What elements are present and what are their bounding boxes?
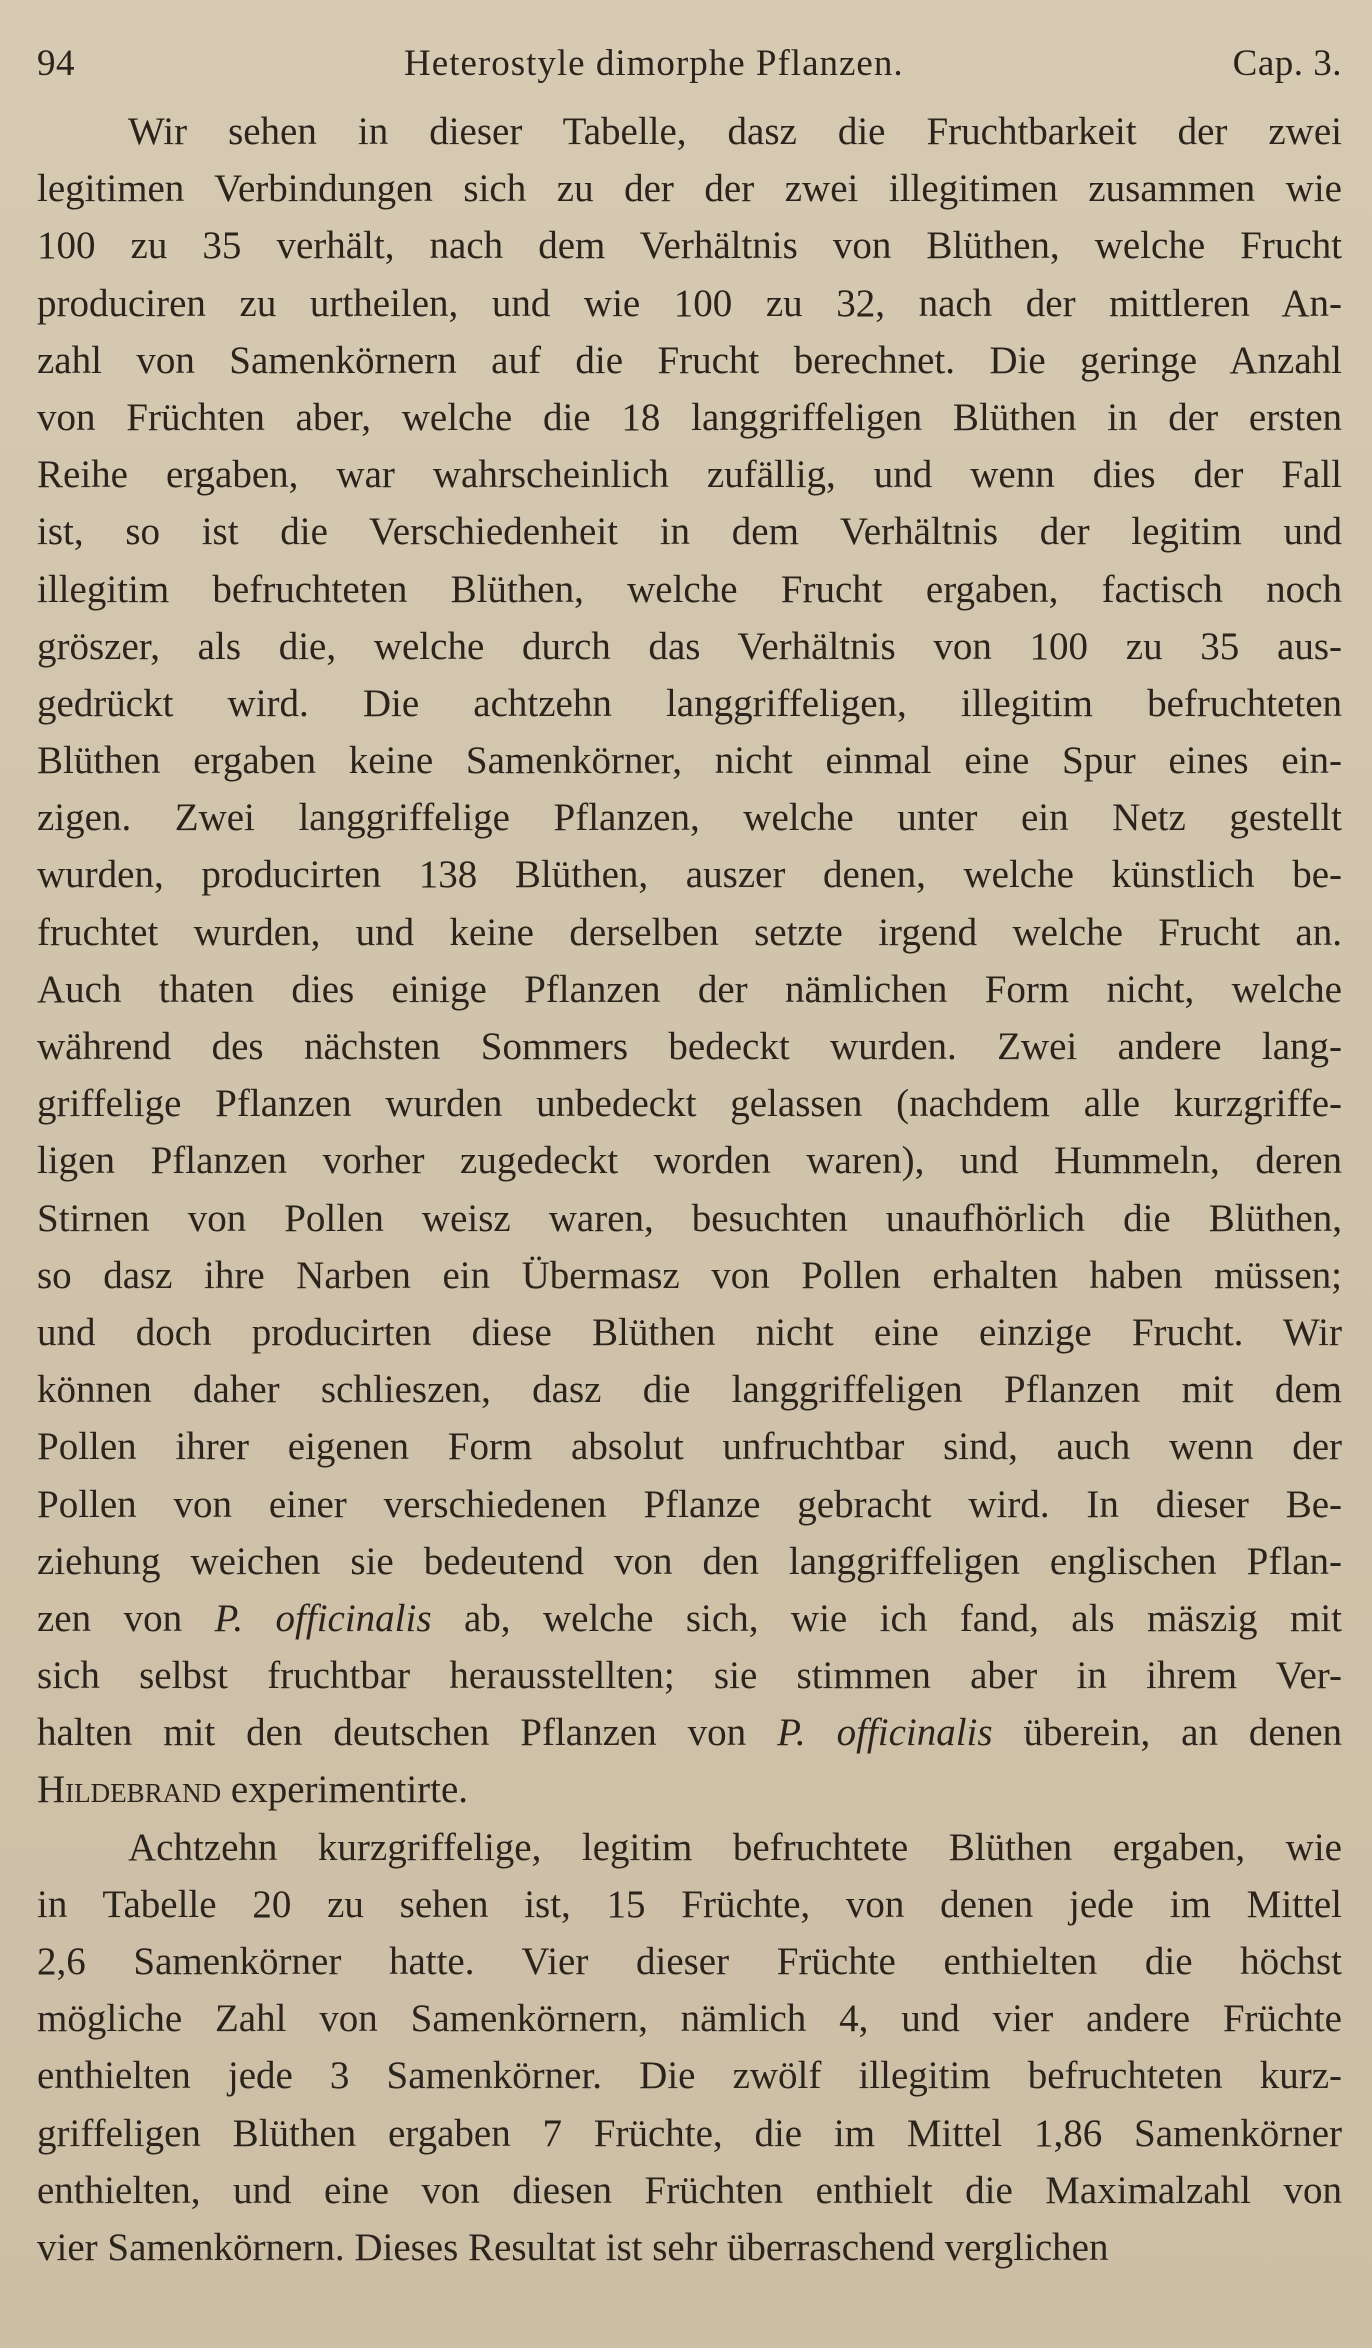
paragraph: [37, 103, 1342, 1819]
text-line: [37, 1761, 1342, 1818]
text-segment: experimentirte.: [221, 1768, 469, 1812]
text-line: [37, 503, 1342, 560]
text-segment: griffelige Pflanzen wurden unbedeckt gelassen (nachdem alle kurzgriffe-: [37, 1082, 1342, 1126]
text-segment: produciren zu urtheilen, und wie 100 zu 32, nach der mittleren An-: [37, 281, 1342, 325]
text-segment: vier Samenkörnern. Dieses Resultat ist sehr überraschend verglichen: [37, 2225, 1109, 2269]
text-segment: Stirnen von Pollen weisz waren, besuchten unaufhörlich die Blüthen,: [37, 1196, 1342, 1240]
running-title: Heterostyle dimorphe Pflanzen.: [404, 43, 904, 84]
text-line: [37, 789, 1342, 846]
text-segment: wurden, producirten 138 Blüthen, auszer denen, welche künstlich be-: [37, 853, 1342, 897]
text-line: [37, 217, 1342, 274]
species-name: P. officinalis: [777, 1711, 993, 1755]
text-segment: Auch thaten dies einige Pflanzen der nämlichen Form nicht, welche: [37, 967, 1342, 1011]
text-line: [37, 103, 1342, 160]
author-name: Hildebrand: [37, 1768, 222, 1812]
text-segment: Pollen von einer verschiedenen Pflanze gebracht wird. In dieser Be-: [37, 1482, 1342, 1526]
text-line: [37, 1933, 1342, 1990]
text-segment: ab, welche sich, wie ich fand, als mäszig mit: [431, 1596, 1342, 1640]
text-line: [37, 1704, 1342, 1761]
text-segment: Pollen ihrer eigenen Form absolut unfruchtbar sind, auch wenn der: [37, 1425, 1342, 1469]
text-segment: Blüthen ergaben keine Samenkörner, nicht einmal eine Spur eines ein-: [37, 739, 1342, 783]
text-line: [37, 1418, 1342, 1475]
text-segment: ist, so ist die Verschiedenheit in dem Verhältnis der legitim und: [37, 510, 1342, 554]
body-text: [37, 103, 1342, 2276]
text-line: [37, 1990, 1342, 2047]
text-line: [37, 2105, 1342, 2162]
text-segment: fruchtet wurden, und keine derselben setzte irgend welche Frucht an.: [37, 910, 1342, 954]
text-segment: gröszer, als die, welche durch das Verhältnis von 100 zu 35 aus-: [37, 624, 1342, 668]
text-line: [37, 1304, 1342, 1361]
text-line: [37, 1247, 1342, 1304]
text-line: [37, 904, 1342, 961]
text-line: [37, 2219, 1342, 2276]
text-line: [37, 1075, 1342, 1132]
text-segment: legitimen Verbindungen sich zu der der zwei illegitimen zusammen wie: [37, 167, 1342, 211]
text-segment: zahl von Samenkörnern auf die Frucht berechnet. Die geringe Anzahl: [37, 338, 1342, 382]
text-segment: von Früchten aber, welche die 18 langgriffeligen Blüthen in der ersten: [37, 395, 1342, 439]
text-segment: Wir sehen in dieser Tabelle, dasz die Fruchtbarkeit der zwei: [128, 110, 1342, 153]
species-name: P. officinalis: [214, 1596, 432, 1640]
text-line: [37, 961, 1342, 1018]
text-line: [37, 389, 1342, 446]
paragraph: [37, 1819, 1342, 2277]
text-segment: zigen. Zwei langgriffelige Pflanzen, welche unter ein Netz gestellt: [37, 796, 1342, 840]
text-line: [37, 561, 1342, 618]
text-segment: griffeligen Blüthen ergaben 7 Früchte, die im Mittel 1,86 Samenkörner: [37, 2111, 1342, 2155]
text-line: [37, 618, 1342, 675]
text-segment: können daher schlieszen, dasz die langgriffeligen Pflanzen mit dem: [37, 1368, 1342, 1412]
text-line: [37, 675, 1342, 732]
text-segment: zen von: [37, 1596, 215, 1640]
text-line: [37, 1590, 1342, 1647]
text-segment: und doch producirten diese Blüthen nicht eine einzige Frucht. Wir: [37, 1310, 1342, 1354]
text-line: [37, 846, 1342, 903]
text-segment: in Tabelle 20 zu sehen ist, 15 Früchte, von denen jede im Mittel: [37, 1882, 1342, 1926]
text-line: [37, 1476, 1342, 1533]
text-segment: enthielten jede 3 Samenkörner. Die zwölf illegitim befruchteten kurz-: [37, 2054, 1342, 2098]
text-segment: enthielten, und eine von diesen Früchten enthielt die Maximalzahl von: [37, 2168, 1342, 2212]
text-line: [37, 275, 1342, 332]
text-line: [37, 446, 1342, 503]
text-line: [37, 1876, 1342, 1933]
text-line: [37, 332, 1342, 389]
text-segment: gedrückt wird. Die achtzehn langgriffeligen, illegitim befruchteten: [37, 681, 1342, 725]
text-segment: halten mit den deutschen Pflanzen von: [37, 1711, 778, 1755]
text-line: [37, 1018, 1342, 1075]
text-segment: ziehung weichen sie bedeutend von den langgriffeligen englischen Pflan-: [37, 1539, 1342, 1583]
text-line: [37, 1819, 1342, 1876]
running-head: [37, 40, 1342, 100]
text-line: [37, 1190, 1342, 1247]
text-line: [37, 1533, 1342, 1590]
text-line: [37, 732, 1342, 789]
text-line: [37, 2162, 1342, 2219]
chapter-label: Cap. 3.: [1232, 43, 1342, 84]
text-line: [37, 1361, 1342, 1418]
page-number: 94: [37, 43, 75, 84]
text-segment: illegitim befruchteten Blüthen, welche Frucht ergaben, factisch noch: [37, 567, 1342, 611]
text-segment: überein, an denen: [992, 1711, 1342, 1755]
text-segment: während des nächsten Sommers bedeckt wurden. Zwei andere lang-: [37, 1025, 1342, 1068]
text-line: [37, 160, 1342, 217]
text-segment: sich selbst fruchtbar herausstellten; sie stimmen aber in ihrem Ver-: [37, 1654, 1342, 1698]
text-line: [37, 1132, 1342, 1189]
text-segment: mögliche Zahl von Samenkörnern, nämlich 4, und vier andere Früchte: [37, 1997, 1342, 2041]
text-segment: Reihe ergaben, war wahrscheinlich zufällig, und wenn dies der Fall: [37, 453, 1342, 497]
text-segment: so dasz ihre Narben ein Übermasz von Pollen erhalten haben müssen;: [37, 1253, 1342, 1297]
text-segment: 2,6 Samenkörner hatte. Vier dieser Früchte enthielten die höchst: [37, 1940, 1342, 1983]
text-segment: ligen Pflanzen vorher zugedeckt worden waren), und Hummeln, deren: [37, 1139, 1342, 1183]
text-segment: Achtzehn kurzgriffelige, legitim befruchtete Blüthen ergaben, wie: [128, 1825, 1342, 1869]
text-line: [37, 2047, 1342, 2104]
text-line: [37, 1647, 1342, 1704]
text-segment: 100 zu 35 verhält, nach dem Verhältnis von Blüthen, welche Frucht: [37, 224, 1342, 268]
